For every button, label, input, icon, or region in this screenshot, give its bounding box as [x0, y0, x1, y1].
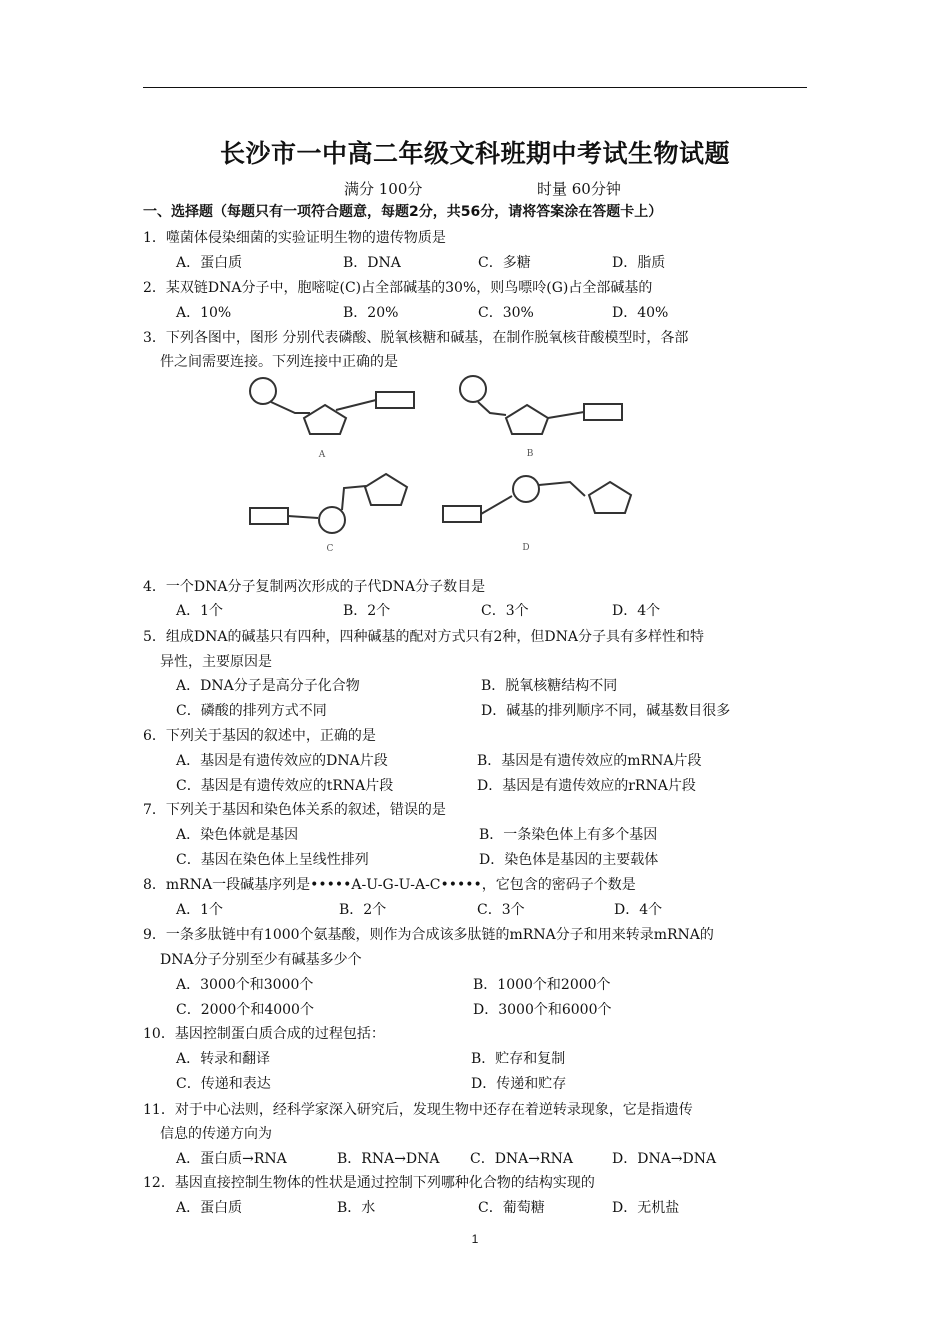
q2-option-a: A．10% — [176, 305, 232, 321]
q7-option-b: B．一条染色体上有多个基因 — [479, 827, 658, 843]
q11-option-b: B．RNA→DNA — [337, 1151, 440, 1167]
q5-option-d: D．碱基的排列顺序不同，碱基数目很多 — [481, 703, 731, 719]
q8-option-d: D．4个 — [614, 902, 663, 918]
q6-option-d: D．基因是有遗传效应的rRNA片段 — [477, 778, 696, 794]
q9-option-a: A．3000个和3000个 — [176, 977, 314, 993]
q6-option-c: C．基因是有遗传效应的tRNA片段 — [176, 778, 394, 794]
question-11-stem: 11．对于中心法则，经科学家深入研究后，发现生物中还存在着逆转录现象，它是指遗传 — [143, 1102, 693, 1118]
q12-option-c: C．葡萄糖 — [478, 1200, 545, 1216]
q12-option-d: D．无机盐 — [612, 1200, 680, 1216]
figure-label-c: C — [326, 544, 334, 554]
q9-option-b: B．1000个和2000个 — [473, 977, 611, 993]
question-5-stem-cont: 异性，主要原因是 — [160, 654, 272, 670]
question-9-stem-cont: DNA分子分别至少有碱基多少个 — [160, 952, 362, 968]
q4-option-c: C．3个 — [481, 603, 529, 619]
full-score: 满分 100分 — [344, 180, 423, 198]
figure-d — [443, 476, 631, 522]
question-3-stem: 3．下列各图中，图形 分别代表磷酸、脱氧核糖和碱基，在制作脱氧核苷酸模型时，各部 — [143, 330, 689, 346]
figure-label-a: A — [318, 450, 326, 460]
q11-option-a: A．蛋白质→RNA — [176, 1151, 287, 1167]
q5-option-c: C．磷酸的排列方式不同 — [176, 703, 327, 719]
figure-label-d: D — [522, 543, 530, 553]
q1-option-c: C．多糖 — [478, 255, 531, 271]
q4-option-a: A．1个 — [176, 603, 224, 619]
q1-option-d: D．脂质 — [612, 255, 666, 271]
q10-option-d: D．传递和贮存 — [471, 1076, 567, 1092]
q2-option-b: B．20% — [343, 305, 399, 321]
q6-option-b: B．基因是有遗传效应的mRNA片段 — [477, 753, 702, 769]
section-heading: 一、选择题（每题只有一项符合题意，每题2分，共56分，请将答案涂在答题卡上） — [143, 204, 663, 220]
q7-option-a: A．染色体就是基因 — [176, 827, 299, 843]
q1-option-a: A．蛋白质 — [176, 255, 243, 271]
question-3-stem-cont: 件之间需要连接。下列连接中正确的是 — [160, 354, 398, 370]
q4-option-d: D．4个 — [612, 603, 661, 619]
question-4-stem: 4．一个DNA分子复制两次形成的子代DNA分子数目是 — [143, 579, 486, 595]
figure-a — [250, 378, 414, 434]
q2-option-d: D．40% — [612, 305, 669, 321]
figure-label-b: B — [526, 449, 534, 459]
q5-option-b: B．脱氧核糖结构不同 — [481, 678, 618, 694]
question-1-stem: 1．噬菌体侵染细菌的实验证明生物的遗传物质是 — [143, 230, 446, 246]
q8-option-c: C．3个 — [477, 902, 525, 918]
question-5-stem: 5．组成DNA的碱基只有四种，四种碱基的配对方式只有2种，但DNA分子具有多样性和特 — [143, 629, 704, 645]
q11-option-c: C．DNA→RNA — [470, 1151, 573, 1167]
page-title: 长沙市一中高二年级文科班期中考试生物试题 — [219, 139, 730, 168]
q8-option-b: B．2个 — [339, 902, 387, 918]
q5-option-a: A．DNA分子是高分子化合物 — [176, 678, 360, 694]
q2-option-c: C．30% — [478, 305, 534, 321]
question-11-stem-cont: 信息的传递方向为 — [160, 1126, 272, 1142]
nucleotide-diagram — [240, 370, 660, 560]
q1-option-b: B．DNA — [343, 255, 401, 271]
question-2-stem: 2．某双链DNA分子中，胞嘧啶(C)占全部碱基的30%，则鸟嘌呤(G)占全部碱基的 — [143, 280, 653, 296]
q7-option-d: D．染色体是基因的主要载体 — [479, 852, 659, 868]
q10-option-c: C．传递和表达 — [176, 1076, 271, 1092]
q10-option-b: B．贮存和复制 — [471, 1051, 566, 1067]
q7-option-c: C．基因在染色体上呈线性排列 — [176, 852, 369, 868]
q6-option-a: A．基因是有遗传效应的DNA片段 — [176, 753, 388, 769]
q11-option-d: D．DNA→DNA — [612, 1151, 717, 1167]
time-limit: 时量 60分钟 — [537, 180, 621, 198]
q8-option-a: A．1个 — [176, 902, 224, 918]
top-rule — [143, 87, 807, 88]
question-12-stem: 12．基因直接控制生物体的性状是通过控制下列哪种化合物的结构实现的 — [143, 1175, 595, 1191]
q12-option-a: A．蛋白质 — [176, 1200, 243, 1216]
question-9-stem: 9．一条多肽链中有1000个氨基酸，则作为合成该多肽链的mRNA分子和用来转录mRNA的 — [143, 927, 714, 943]
question-8-stem: 8．mRNA一段碱基序列是•••••A-U-G-U-A-C•••••，它包含的密码子个数是 — [143, 877, 636, 893]
question-10-stem: 10．基因控制蛋白质合成的过程包括： — [143, 1026, 385, 1042]
q10-option-a: A．转录和翻译 — [176, 1051, 271, 1067]
q12-option-b: B．水 — [337, 1200, 376, 1216]
figure-b — [460, 376, 622, 434]
figure-c — [250, 474, 407, 533]
question-6-stem: 6．下列关于基因的叙述中，正确的是 — [143, 728, 376, 744]
q4-option-b: B．2个 — [343, 603, 391, 619]
q9-option-d: D．3000个和6000个 — [473, 1002, 612, 1018]
question-7-stem: 7．下列关于基因和染色体关系的叙述，错误的是 — [143, 802, 446, 818]
page-number: 1 — [471, 1232, 479, 1246]
q9-option-c: C．2000个和4000个 — [176, 1002, 314, 1018]
